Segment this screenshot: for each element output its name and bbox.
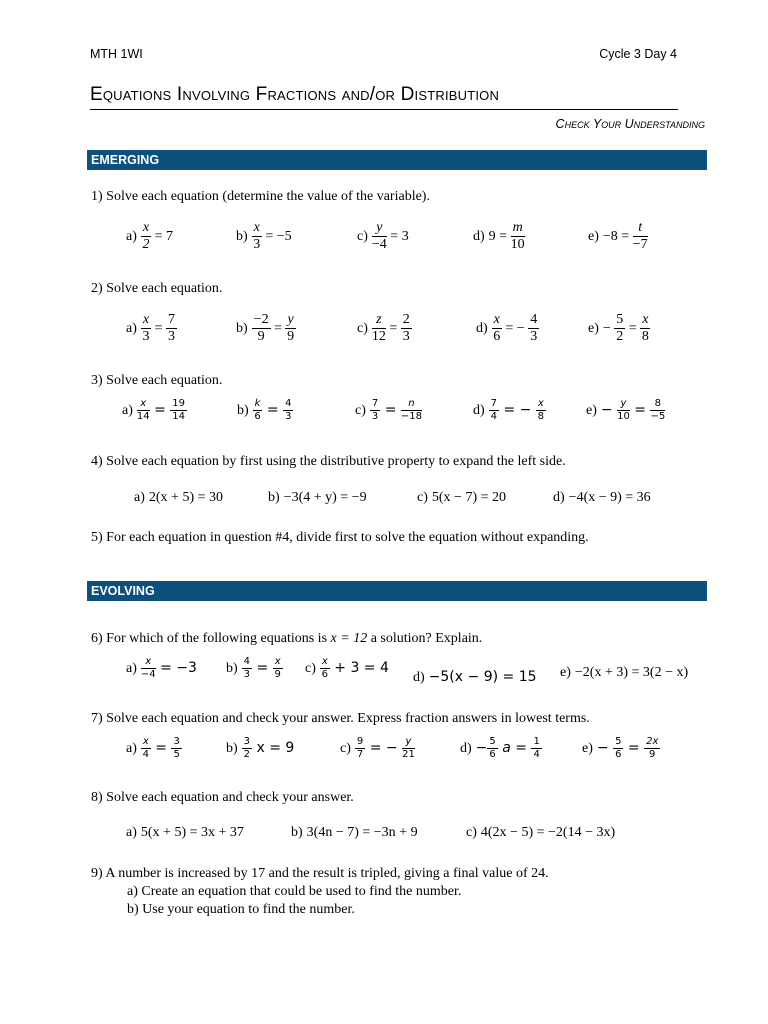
question-2: 2) Solve each equation. (91, 281, 223, 296)
q7-item-d: d) − $\frac{5}{6}$ a = $\frac{1}{4}$ (460, 736, 540, 760)
q1-item-d: d) 9 = $\frac{m}{10}$ (473, 220, 525, 253)
q7-item-c: c) $\frac{9}{7}$ = − $\frac{y}{21}$ (340, 736, 415, 760)
q6-item-c: c) $\frac{x}{6}$ + 3 = 4 (305, 656, 389, 680)
page-subtitle: Check Your Understanding (555, 117, 705, 131)
q2-item-b: b) $\frac{-2}{9}$ = $\frac{y}{9}$ (236, 312, 295, 345)
q3-items (0, 398, 768, 444)
q2-items (0, 312, 768, 358)
q7-item-a: a) $\frac{x}{4}$ = $\frac{3}{5}$ (126, 736, 180, 760)
section-title-emerging: EMERGING (91, 153, 160, 167)
q1-item-a: a) $\frac{x}{2}$ = 7 (126, 220, 174, 253)
q3-item-b: b) $\frac{k}{6}$ = $\frac{4}{3}$ (237, 398, 292, 422)
q3-item-a: a) $\frac{x}{14}$ = $\frac{19}{14}$ (122, 398, 185, 422)
question-9b: b) Use your equation to find the number. (127, 902, 355, 917)
q8-item-b: b) 3(4n − 7) = −3n + 9 (291, 825, 418, 840)
q2-item-d: d) $\frac{x}{6}$ = − $\frac{4}{3}$ (476, 312, 538, 345)
q4-item-d: d) −4(x − 9) = 36 (553, 490, 651, 505)
q1-item-c: c) $\frac{y}{-4}$ = 3 (357, 220, 409, 253)
question-9: 9) A number is increased by 17 and the result is tripled, giving a final value of 24. (91, 866, 549, 881)
q4-item-c: c) 5(x − 7) = 20 (417, 490, 507, 505)
section-title-evolving: EVOLVING (91, 584, 155, 598)
question-3: 3) Solve each equation. (91, 373, 223, 388)
q3-item-c: c) $\frac{7}{3}$ = $\frac{n}{-18}$ (355, 398, 423, 422)
q1-item-e: e) −8 = $\frac{t}{-7}$ (588, 220, 648, 253)
q3-item-e: e) − $\frac{y}{10}$ = $\frac{8}{-5}$ (586, 398, 666, 422)
question-5: 5) For each equation in question #4, divide first to solve the equation without expanding. (91, 530, 589, 545)
q4-item-a: a) 2(x + 5) = 30 (134, 490, 224, 505)
section-band-evolving (87, 581, 707, 601)
q7-item-b: b) $\frac{3}{2}$ x = 9 (226, 736, 295, 760)
q6-item-d: d) −5(x − 9) = 15 (413, 669, 537, 685)
q8-item-c: c) 4(2x − 5) = −2(14 − 3x) (466, 825, 616, 840)
question-1: 1) Solve each equation (determine the value of the variable). (91, 189, 430, 204)
question-6: 6) For which of the following equations is x = 12 a solution? Explain. (91, 631, 483, 646)
q7-items (0, 736, 768, 782)
q6-item-e: e) −2(x + 3) = 3(2 − x) (560, 665, 689, 680)
course-code: MTH 1WI (90, 47, 143, 61)
page-title: Equations Involving Fractions and/or Distribution (90, 84, 678, 110)
question-9a: a) Create an equation that could be used to find the number. (127, 884, 462, 899)
q8-item-a: a) 5(x + 5) = 3x + 37 (126, 825, 244, 840)
cycle-day: Cycle 3 Day 4 (599, 47, 677, 61)
q6-item-a: a) $\frac{x}{-4}$ = −3 (126, 656, 197, 680)
q4-item-b: b) −3(4 + y) = −9 (268, 490, 367, 505)
question-7: 7) Solve each equation and check your answer. Express fraction answers in lowest terms. (91, 711, 590, 726)
question-8: 8) Solve each equation and check your answer. (91, 790, 354, 805)
q1-items (0, 220, 768, 266)
q7-item-e: e) − $\frac{5}{6}$ = $\frac{2x}{9}$ (582, 736, 659, 760)
q2-item-c: c) $\frac{z}{12}$ = $\frac{2}{3}$ (357, 312, 410, 345)
q6-items (0, 656, 768, 702)
q2-item-a: a) $\frac{x}{3}$ = $\frac{7}{3}$ (126, 312, 176, 345)
q3-item-d: d) $\frac{7}{4}$ = − $\frac{x}{8}$ (473, 398, 545, 422)
q2-item-e: e) − $\frac{5}{2}$ = $\frac{x}{8}$ (588, 312, 649, 345)
q1-item-b: b) $\frac{x}{3}$ = −5 (236, 220, 292, 253)
question-4: 4) Solve each equation by first using the distributive property to expand the left side. (91, 454, 566, 469)
q6-item-b: b) $\frac{4}{3}$ = $\frac{x}{9}$ (226, 656, 281, 680)
section-band-emerging (87, 150, 707, 170)
